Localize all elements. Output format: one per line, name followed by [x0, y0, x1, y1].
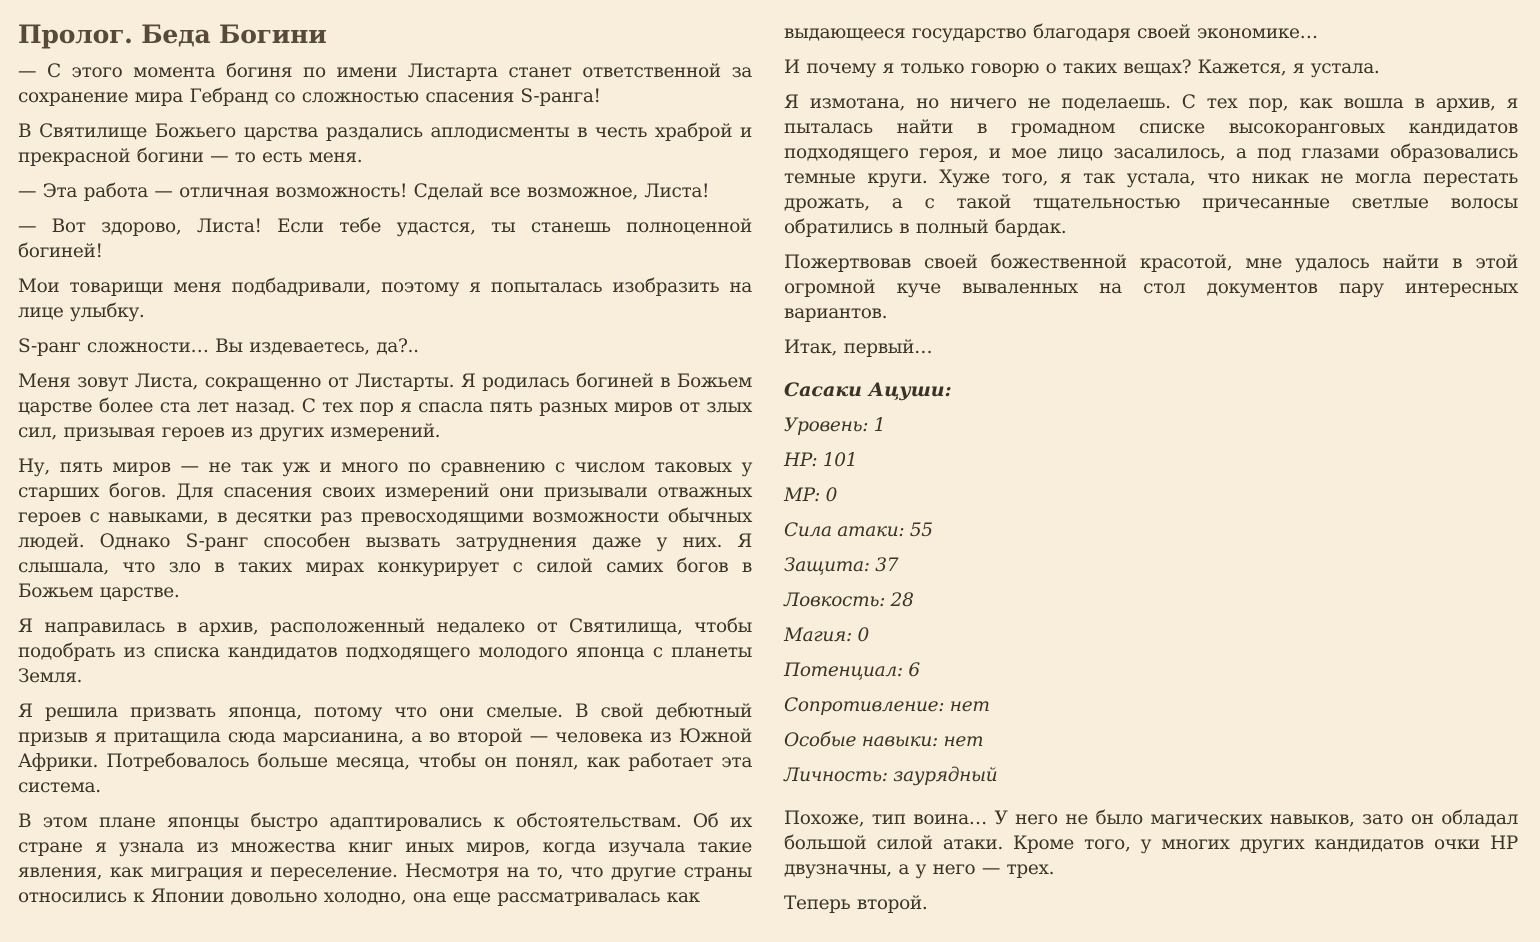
paragraph: Я измотана, но ничего не поделаешь. С тех пор, как вошла в архив, я пыталась найти в громадном списке высокоранговых кандидатов подходящего героя, и мое лицо засалилось, а под глазами образовались темные круги. Хуже того, я так устала, что никак не могла перестать дрожать, а с такой тщательностью причесанные светлые волосы обратились в полный бардак. — [784, 92, 1518, 238]
right-column — [784, 0, 1518, 926]
paragraph: В Святилище Божьего царства раздались аплодисменты в честь храброй и прекрасной богини — то есть меня. — [18, 121, 752, 167]
paragraph: И почему я только говорю о таких вещах? Кажется, я устала. — [784, 57, 1380, 78]
paragraph: Я решила призвать японца, потому что они смелые. В свой дебютный призыв я притащила сюда марсианина, а во второй — человека из Южной Африки. Потребовалось больше месяца, чтобы он понял, как работает эта система. — [18, 701, 752, 797]
stat-agility: Ловкость: 28 — [784, 590, 914, 611]
stat-special-skills: Особые навыки: нет — [784, 730, 984, 751]
paragraph: Мои товарищи меня подбадривали, поэтому я попыталась изобразить на лице улыбку. — [18, 276, 752, 322]
paragraph: Похоже, тип воина… У него не было магических навыков, зато он обладал большой силой атаки. Кроме того, у многих других кандидатов очки HP двузначны, а у него — трех. — [784, 808, 1518, 879]
stat-magic: Магия: 0 — [784, 625, 869, 646]
stat-personality: Личность: заурядный — [784, 765, 998, 786]
paragraph: S-ранг сложности… Вы издеваетесь, да?.. — [18, 336, 419, 357]
stat-potential: Потенциал: 6 — [784, 660, 920, 681]
stat-resistance: Сопротивление: нет — [784, 695, 990, 716]
paragraph: Меня зовут Листа, сокращенно от Листарты. Я родилась богиней в Божьем царстве более ста лет назад. С тех пор я спасла пять разных миров от злых сил, призывая героев из других измерений. — [18, 371, 752, 442]
stat-attack: Сила атаки: 55 — [784, 520, 933, 541]
paragraph: — Эта работа — отличная возможность! Сделай все возможное, Листа! — [18, 181, 710, 202]
stat-mp: MP: 0 — [784, 485, 838, 506]
paragraph: — С этого момента богиня по имени Листарта станет ответственной за сохранение мира Гебранд со сложностью спасения S-ранга! — [18, 61, 752, 107]
stat-defense: Защита: 37 — [784, 555, 899, 576]
paragraph: Пожертвовав своей божественной красотой, мне удалось найти в этой огромной куче вываленных на стол документов пару интересных вариантов. — [784, 252, 1518, 323]
stat-level: Уровень: 1 — [784, 415, 886, 436]
paragraph: выдающееся государство благодаря своей экономике… — [784, 22, 1318, 43]
paragraph: В этом плане японцы быстро адаптировались к обстоятельствам. Об их стране я узнала из множества книг иных миров, когда изучала такие явления, как миграция и переселение. Несмотря на то, что другие страны относились к Японии довольно холодно, она еще рассматривалась как — [18, 811, 752, 907]
paragraph: Ну, пять миров — не так уж и много по сравнению с числом таковых у старших богов. Для спасения своих измерений они призывали отважных героев с навыками, в десятки раз превосходящими возможности обычных людей. Однако S-ранг способен вызвать затруднения даже у них. Я слышала, что зло в таких мирах конкурирует с силой самих богов в Божьем царстве. — [18, 456, 752, 602]
paragraph: Теперь второй. — [784, 893, 928, 914]
chapter-title: Пролог. Беда Богини — [18, 20, 327, 49]
character-stats — [784, 378, 1518, 788]
character-name: Сасаки Ацуши: — [784, 379, 952, 401]
stat-hp: HP: 101 — [784, 450, 858, 471]
paragraph: Я направилась в архив, расположенный недалеко от Святилища, чтобы подобрать из списка кандидатов подходящего молодого японца с планеты Земля. — [18, 616, 752, 687]
paragraph: — Вот здорово, Листа! Если тебе удастся, ты станешь полноценной богиней! — [18, 216, 752, 262]
paragraph: Итак, первый… — [784, 337, 933, 358]
left-column — [18, 0, 752, 919]
